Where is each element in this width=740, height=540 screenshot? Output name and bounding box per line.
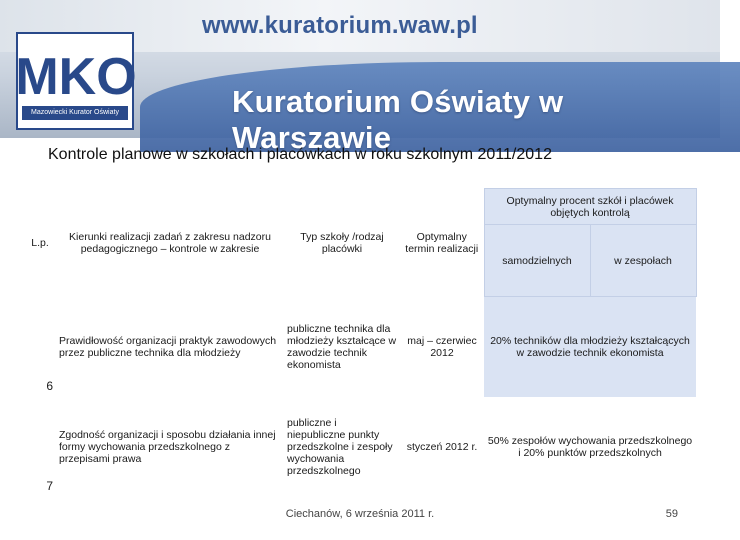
- logo: [15, 32, 137, 130]
- header-in-groups: w zespołach: [590, 225, 696, 297]
- row-term: styczeń 2012 r.: [406, 440, 478, 453]
- table-row: [24, 397, 696, 497]
- row-term: maj – czerwiec 2012: [407, 334, 477, 359]
- header-direction: Kierunki realizacji zadań z zakresu nadzoru pedagogicznego – kontrole w zakresie: [69, 230, 271, 255]
- header-independent: samodzielnych: [484, 225, 590, 297]
- logo-caption: Mazowiecki Kurator Oświaty: [22, 106, 128, 120]
- banner-url[interactable]: www.kuratorium.waw.pl: [202, 12, 478, 39]
- banner-title: Kuratorium Oświaty w Warszawie: [232, 84, 564, 155]
- inspection-table: [24, 188, 697, 497]
- row-number: 6: [46, 378, 53, 393]
- footer-location-date: Ciechanów, 6 września 2011 r.: [285, 508, 435, 520]
- row-direction: Prawidłowość organizacji praktyk zawodowych przez publiczne technika dla młodzieży: [59, 334, 277, 359]
- page-title: Kontrole planowe w szkołach i placówkach w roku szkolnym 2011/2012: [48, 146, 552, 163]
- table-row: [24, 297, 696, 397]
- row-school-type: publiczne technika dla młodzieży kształcące w zawodzie technik ekonomista: [287, 322, 397, 371]
- slide-number: 59: [665, 508, 678, 520]
- row-direction: Zgodność organizacji i sposobu działania innej formy wychowania przedszkolnego z przepisami prawa: [59, 428, 276, 465]
- svg-text:MKO: MKO: [15, 48, 137, 106]
- row-percent: 20% techników dla młodzieży kształcących w zawodzie technik ekonomista: [484, 297, 696, 397]
- header-term: Optymalny termin realizacji: [405, 230, 479, 255]
- row-percent: 50% zespołów wychowania przedszkolnego i 20% punktów przedszkolnych: [484, 397, 696, 497]
- header-lp: L.p.: [31, 236, 49, 249]
- header-school-type: Typ szkoły /rodzaj placówki: [300, 230, 384, 255]
- row-school-type: publiczne i niepubliczne punkty przedszkolne i zespoły wychowania przedszkolnego: [287, 416, 393, 477]
- logo-mark-icon: [15, 44, 137, 106]
- row-number: 7: [46, 478, 53, 493]
- header-percent-group: Optymalny procent szkół i placówek objętych kontrolą: [484, 189, 696, 225]
